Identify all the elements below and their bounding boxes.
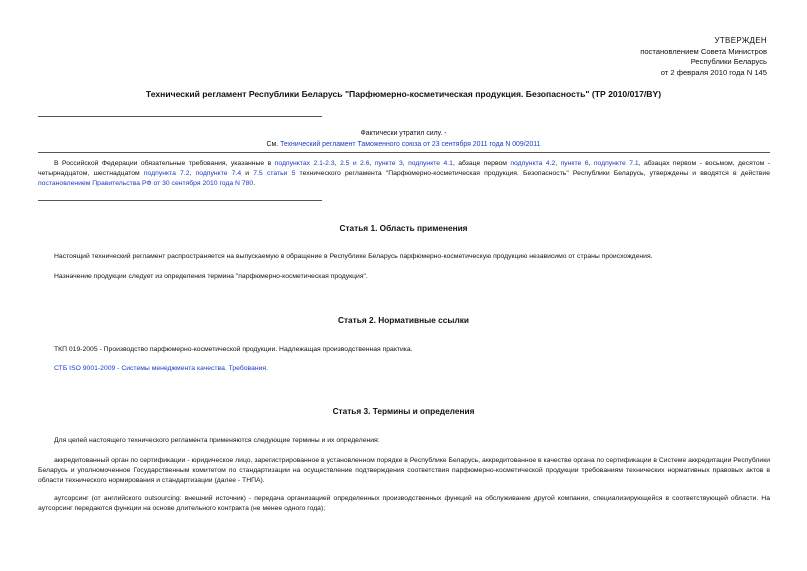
article-3-heading: Статья 3. Термины и определения [332,406,475,416]
note-link[interactable]: подпункте 4.1 [408,160,453,167]
approval-line: постановлением Совета Министров [640,46,767,56]
note-link[interactable]: 2.5 и 2.6 [339,160,370,167]
normative-reference [38,364,770,374]
note-link[interactable]: подпунктах 2.1-2.3 [274,160,335,167]
article-2-heading: Статья 2. Нормативные ссылки [338,315,469,325]
government-decree-link[interactable]: постановлением Правительства РФ от 30 сентября 2010 года N 780 [38,180,254,187]
divider [38,116,322,117]
note-link[interactable]: статьи 5 [266,170,296,177]
divider [38,152,770,153]
note-link[interactable]: 7.5 [253,170,263,177]
article-1-paragraph: Настоящий технический регламент распространяется на выпускаемую в обращение в Республике Беларусь парфюмерно-косметическую продукцию независимо от страны происхождения. [54,253,653,260]
approval-heading: УТВЕРЖДЕН [714,36,767,45]
approval-block [640,36,767,78]
status-notice [0,128,807,150]
article-1-heading: Статья 1. Область применения [339,223,468,233]
article-3-intro: Для целей настоящего технического регламента применяются следующие термины и их определения: [54,437,380,444]
note-link[interactable]: пункте 6 [560,160,589,167]
note-link[interactable]: подпункте 7.4 [195,170,242,177]
document-title: Технический регламент Республики Беларусь "Парфюмерно-косметическая продукция. Безопасность" (ТР 2010/017/BY) [145,89,662,99]
normative-reference: ТКП 019-2005 - Производство парфюмерно-косметической продукции. Надлежащая производственная практика. [54,346,413,353]
term-definition: аутсорсинг (от английского outsourcing: внешний источник) - передача организацией определенных производственных функций на обслуживание другой компании, специализирующейся в соответствующей области. На аутсорсинг передаются функции на основе длительного контракта (не менее одного года); [38,495,770,512]
note-link[interactable]: подпункта 4.2 [510,160,556,167]
status-reference: См. Технический регламент Таможенного союза от 23 сентября 2011 года N 009/2011 [266,141,541,148]
stb-iso-9001-link[interactable]: СТБ ISO 9001-2009 - Системы менеджмента качества. Требования. [54,365,268,372]
note-link[interactable]: подпункте 7.1 [593,160,639,167]
status-line: Фактически утратил силу. - [360,130,447,137]
article-1-paragraph: Назначение продукции следует из определения термина "парфюмерно-косметическая продукция". [54,273,368,280]
note-link[interactable]: пункте 3 [374,160,403,167]
approval-line: от 2 февраля 2010 года N 145 [660,67,767,77]
divider [38,200,322,201]
term-definition: аккредитованный орган по сертификации - юридическое лицо, зарегистрированное в установленном порядке в Республике Беларусь, аккредитованное в качестве органа по сертификации в Системе аккредитации Республики Беларусь и уполномоченное Государственным комитетом по стандартизации на осуществление подтверждения соответствия парфюмерно-косметической продукции требованиям технических нормативных правовых актов в области технического нормирования и стандартизации (далее - ТНПА). [38,457,770,484]
customs-union-regulation-link[interactable]: Технический регламент Таможенного союза от 23 сентября 2011 года N 009/2011 [280,141,541,148]
editorial-note: В Российской Федерации обязательные требования, указанные в подпунктах 2.1-2.3, 2.5 и 2.6, пункте 3, подпункте 4.1, абзаце первом подпункта 4.2, пункте 6, подпункте 7.1, абзацах первом - восьмом, десятом - четырнадцатом, шестнадцатом подпункта 7.2, подпункте 7.4 и 7.5 статьи 5 технического регламента "Парфюмерно-косметическая продукция. Безопасность" Республики Беларусь, утверждены и вводятся в действие постановлением Правительства РФ от 30 сентября 2010 года N 780. [38,160,770,187]
approval-line: Республики Беларусь [690,57,767,67]
note-link[interactable]: подпункта 7.2 [143,170,190,177]
